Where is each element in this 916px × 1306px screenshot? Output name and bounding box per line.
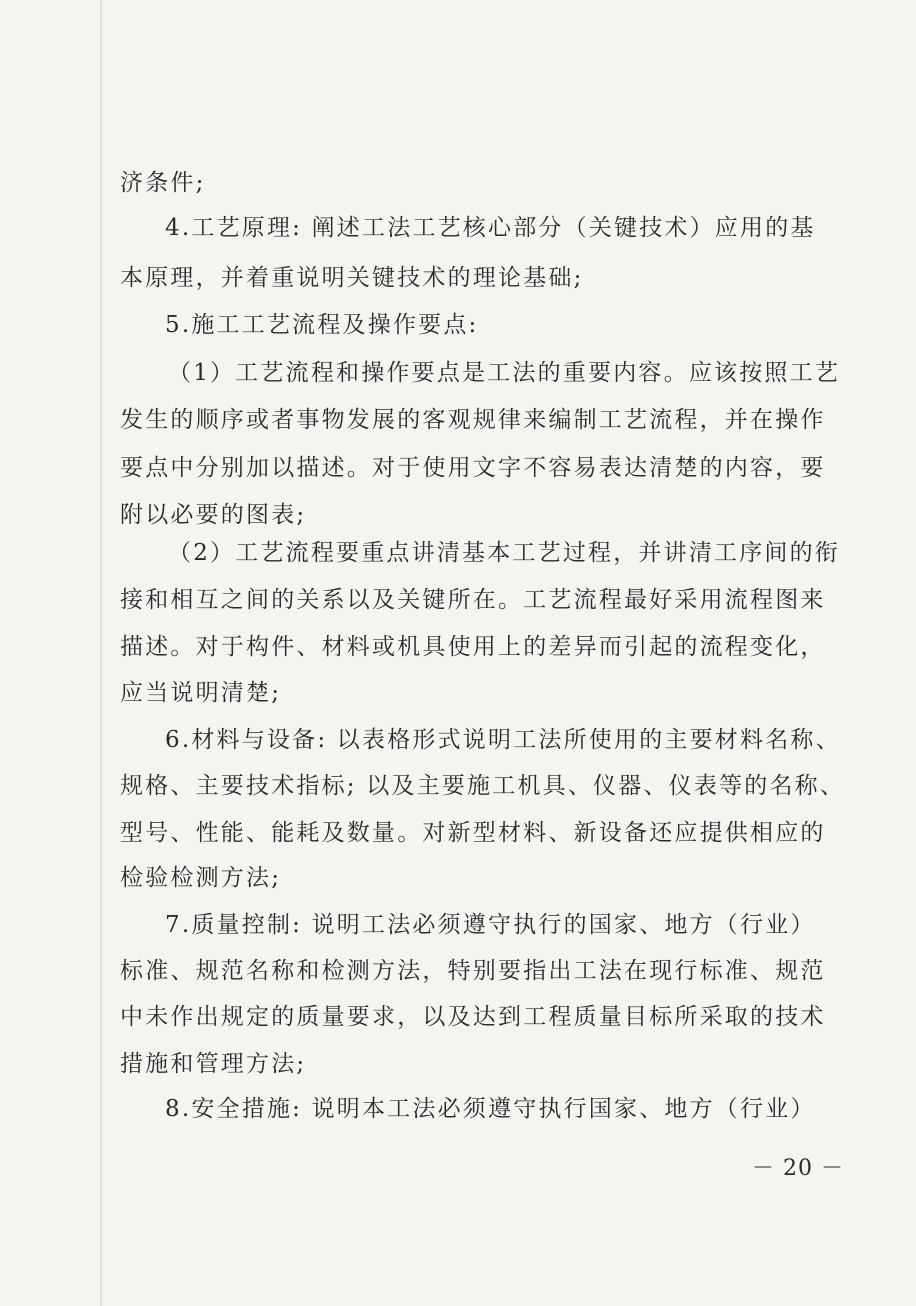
- paragraph-heading: 4.工艺原理: 阐述工法工艺核心部分（关键技术）应用的基: [165, 215, 816, 241]
- text-line: 措施和管理方法;: [120, 1051, 307, 1077]
- text-line: 接和相互之间的关系以及关键所在。工艺流程最好采用流程图来: [120, 587, 826, 613]
- text-line: 济条件;: [120, 170, 206, 196]
- text-line: 规格、主要技术指标; 以及主要施工机具、仪器、仪表等的名称、: [120, 773, 846, 799]
- paragraph-heading: 7.质量控制: 说明工法必须遵守执行的国家、地方（行业）: [165, 912, 816, 938]
- text-line: 检验检测方法;: [120, 865, 282, 891]
- text-line: 标准、规范名称和检测方法，特别要指出工法在现行标准、规范: [120, 958, 826, 984]
- text-line: 描述。对于构件、材料或机具使用上的差异而引起的流程变化，: [120, 634, 826, 660]
- paragraph-heading: 8.安全措施: 说明本工法必须遵守执行国家、地方（行业）: [165, 1096, 816, 1122]
- paragraph-heading: 6.材料与设备: 以表格形式说明工法所使用的主要材料名称、: [165, 727, 841, 753]
- text-line: （1）工艺流程和操作要点是工法的重要内容。应该按照工艺: [168, 360, 841, 386]
- page-number: － 20 －: [752, 1156, 844, 1181]
- text-line: 本原理，并着重说明关键技术的理论基础;: [120, 265, 584, 291]
- text-line: 型号、性能、能耗及数量。对新型材料、新设备还应提供相应的: [120, 820, 826, 846]
- text-line: 中未作出规定的质量要求，以及达到工程质量目标所采取的技术: [120, 1004, 826, 1030]
- text-line: 发生的顺序或者事物发展的客观规律来编制工艺流程，并在操作: [120, 407, 826, 433]
- text-line: 应当说明清楚;: [120, 680, 282, 706]
- paragraph-heading: 5.施工工艺流程及操作要点:: [165, 312, 479, 338]
- text-line: 要点中分别加以描述。对于使用文字不容易表达清楚的内容，要: [120, 455, 826, 481]
- text-line: 附以必要的图表;: [120, 502, 307, 528]
- text-line: （2）工艺流程要重点讲清基本工艺过程，并讲清工序间的衔: [168, 540, 841, 566]
